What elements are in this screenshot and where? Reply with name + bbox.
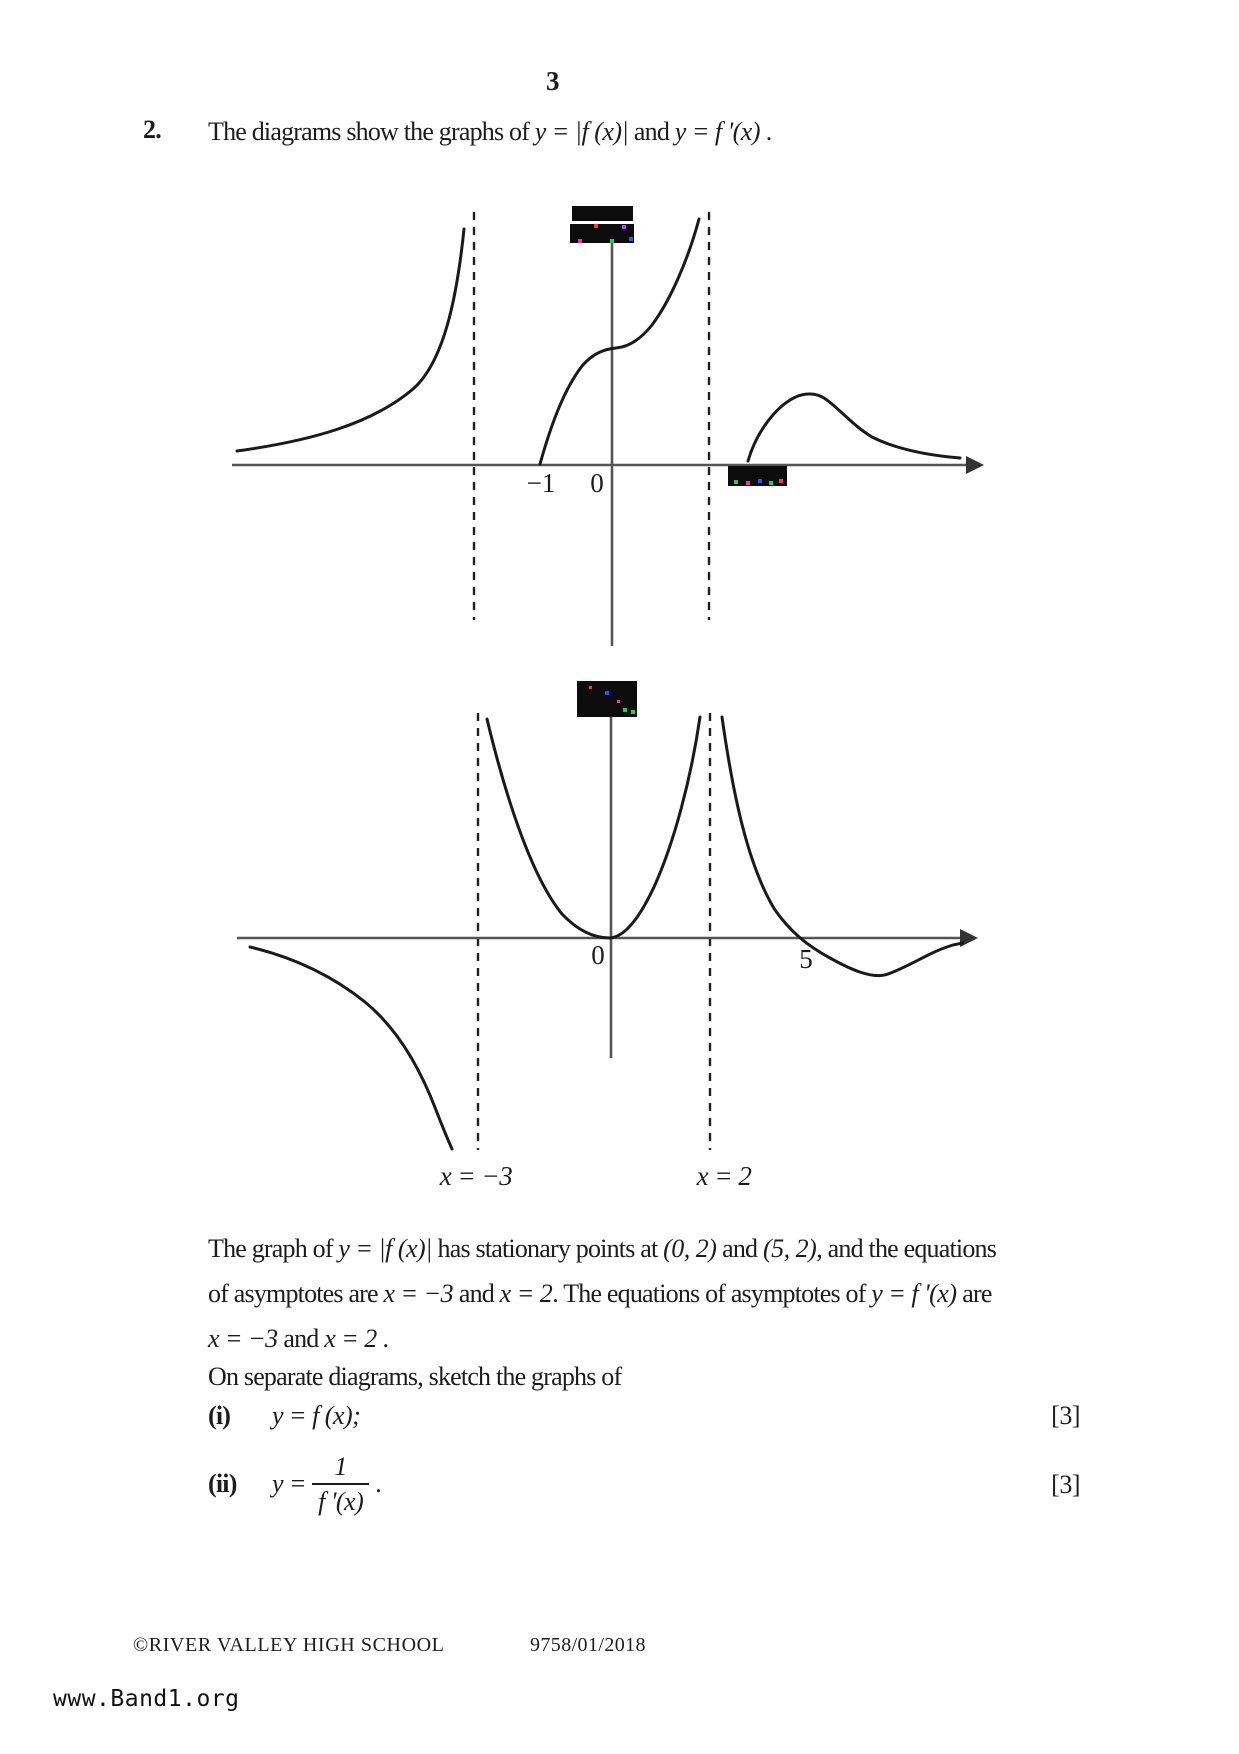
question-intro-period: . xyxy=(760,117,772,146)
body-line-2 xyxy=(208,1279,992,1309)
body-text: and xyxy=(277,1324,325,1353)
item-ii-row xyxy=(208,1448,381,1520)
body-text: The graph of xyxy=(208,1234,339,1263)
question-intro-pre: The diagrams show the graphs of xyxy=(208,117,535,146)
x-axis-arrow xyxy=(966,456,984,474)
math-point-5-2: (5, 2) xyxy=(762,1234,817,1263)
graph-abs-f xyxy=(220,660,1000,1205)
question-intro-and: and xyxy=(628,117,675,146)
body-text: has stationary points at xyxy=(431,1234,664,1263)
redacted-label-box xyxy=(572,206,633,221)
curve-right-branch xyxy=(748,394,960,461)
body-text: and xyxy=(716,1234,763,1263)
curve-valley xyxy=(487,717,700,938)
footer-paper-code: 9758/01/2018 xyxy=(530,1634,646,1656)
x-tick-neg1: −1 xyxy=(526,468,556,498)
x-tick-five: 5 xyxy=(799,944,813,974)
question-intro xyxy=(208,117,771,147)
item-ii-expr-pre: y = xyxy=(272,1469,307,1498)
asymptote-label-left: x = −3 xyxy=(439,1161,513,1191)
math-f-prime: y = f '(x) xyxy=(871,1279,957,1308)
item-ii-marks: [3] xyxy=(1051,1470,1080,1499)
body-text: . The equations of asymptotes of xyxy=(552,1279,872,1308)
question-math-f-prime: y = f '(x) xyxy=(674,117,761,146)
math-x-neg3: x = −3 xyxy=(208,1324,278,1353)
item-i-marks: [3] xyxy=(1051,1401,1080,1430)
body-text: of asymptotes are xyxy=(208,1279,384,1308)
page-number: 3 xyxy=(546,66,560,96)
fraction-numerator: 1 xyxy=(334,1451,347,1481)
item-i-expression: y = f (x); xyxy=(272,1401,361,1430)
question-number: 2. xyxy=(143,115,161,144)
math-x-2: x = 2 xyxy=(499,1279,553,1308)
math-x-2: x = 2 xyxy=(324,1324,377,1353)
fraction-denominator: f '(x) xyxy=(312,1483,369,1517)
math-abs-f: y = |f (x)| xyxy=(338,1234,432,1263)
curve-left-tail xyxy=(250,947,452,1149)
body-line-1 xyxy=(208,1234,996,1264)
graph-f-prime xyxy=(220,180,1000,650)
x-tick-zero: 0 xyxy=(591,940,605,970)
math-point-0-2: (0, 2) xyxy=(663,1234,717,1263)
item-ii-fraction xyxy=(312,1452,369,1517)
sketch-instruction: On separate diagrams, sketch the graphs of xyxy=(208,1362,622,1391)
x-tick-zero: 0 xyxy=(590,468,604,498)
body-text: and xyxy=(453,1279,500,1308)
body-text: , and the equations xyxy=(816,1234,997,1263)
item-ii-label: (ii) xyxy=(208,1469,237,1498)
body-line-3 xyxy=(208,1324,388,1354)
math-x-neg3: x = −3 xyxy=(383,1279,454,1308)
question-math-abs-f: y = |f (x)| xyxy=(534,117,629,146)
curve-left-branch xyxy=(237,229,464,451)
item-i-label: (i) xyxy=(208,1401,231,1430)
watermark-url: www.Band1.org xyxy=(53,1686,240,1712)
asymptote-label-right: x = 2 xyxy=(696,1161,752,1191)
body-text: are xyxy=(956,1279,992,1308)
body-text: . xyxy=(376,1324,389,1353)
item-ii-period: . xyxy=(375,1469,381,1498)
redacted-label-box xyxy=(577,681,637,717)
footer-school: ©RIVER VALLEY HIGH SCHOOL xyxy=(133,1634,445,1656)
curve-middle-branch xyxy=(540,219,699,464)
